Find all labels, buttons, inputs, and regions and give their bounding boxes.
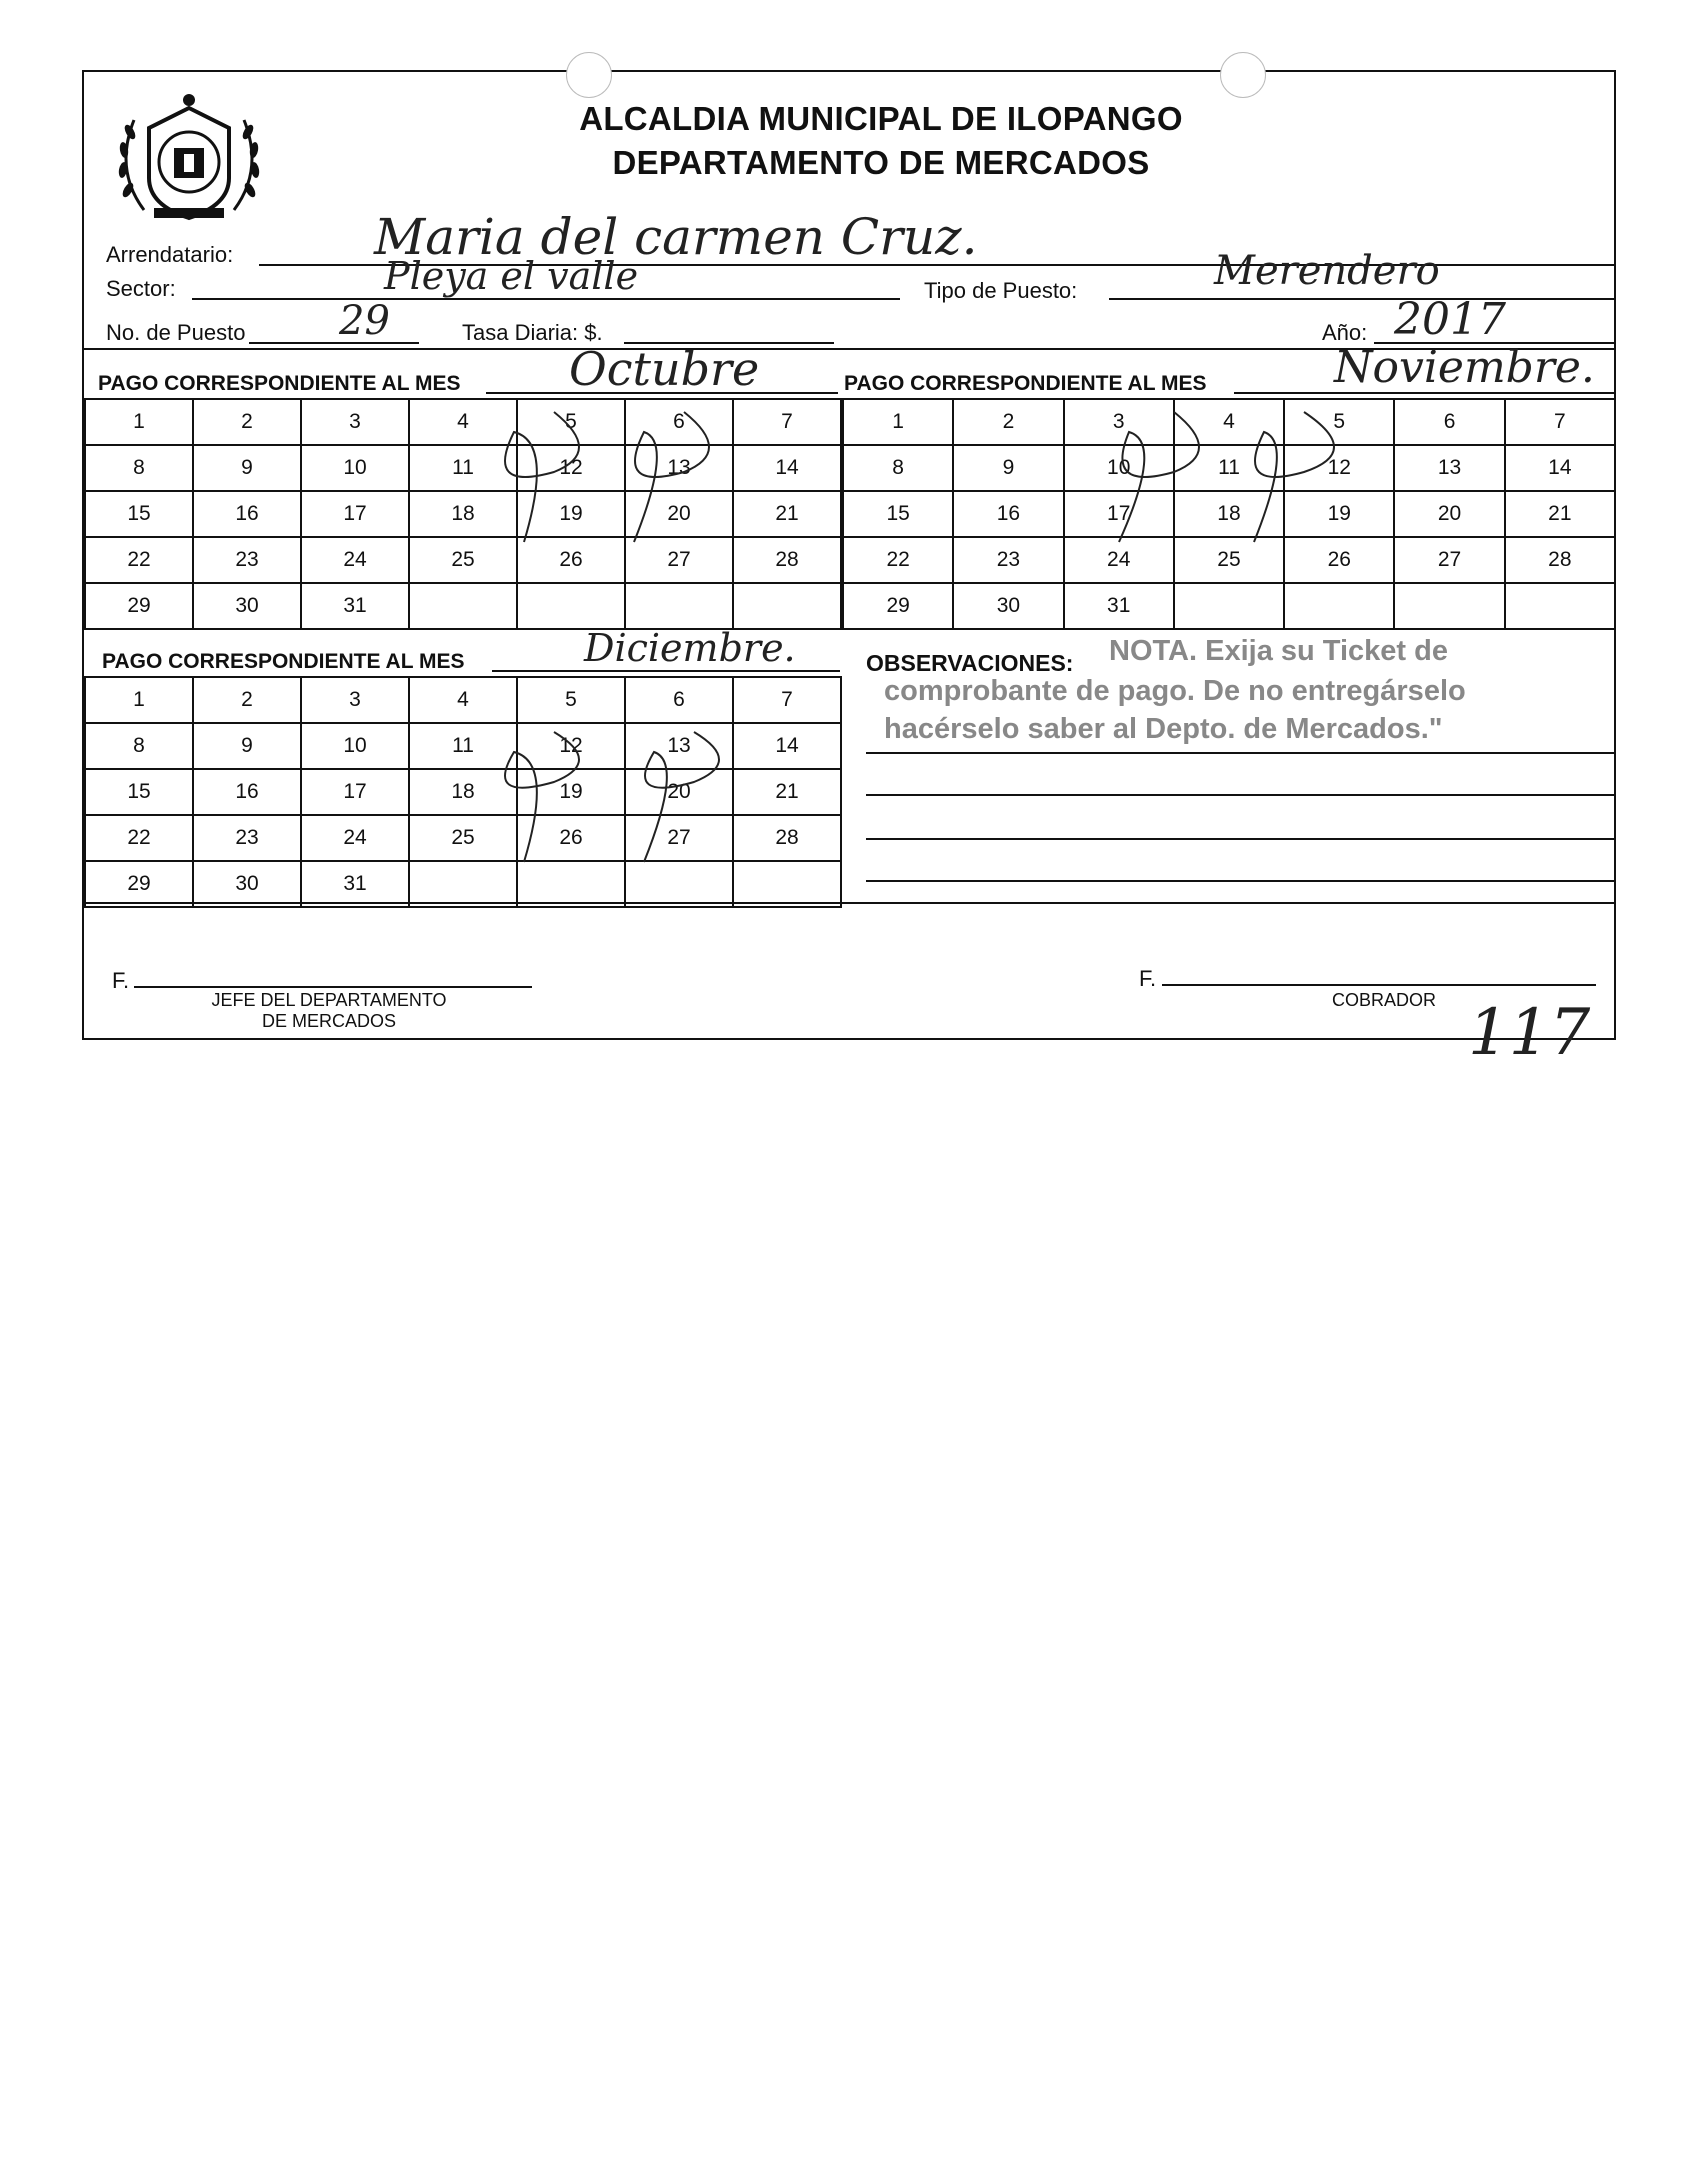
- calendar-day-cell: 20: [625, 769, 733, 815]
- calendar-day-cell: 1: [85, 677, 193, 723]
- month-name-2: Noviembre.: [1334, 342, 1595, 393]
- sector-value: Pleya el valle: [384, 254, 639, 298]
- calendar-day-cell: 10: [1064, 445, 1174, 491]
- sector-label: Sector:: [106, 276, 176, 301]
- calendar-week-row: [85, 815, 841, 861]
- punch-hole: [1220, 52, 1266, 98]
- calendar-day-cell: 23: [953, 537, 1063, 583]
- calendar-day-cell: [409, 861, 517, 907]
- month-label-2: PAGO CORRESPONDIENTE AL MES: [844, 372, 1207, 395]
- calendar-day-cell: 25: [409, 815, 517, 861]
- calendar-day-cell: 25: [409, 537, 517, 583]
- calendar-day-cell: 17: [1064, 491, 1174, 537]
- calendar-week-row: [85, 723, 841, 769]
- calendar-day-cell: 22: [843, 537, 953, 583]
- observaciones-note-2: comprobante de pago. De no entregárselo: [884, 675, 1466, 707]
- calendar-day-cell: 13: [1394, 445, 1504, 491]
- calendar-day-cell: 24: [301, 537, 409, 583]
- calendar-day-cell: 30: [193, 583, 301, 629]
- observaciones-line: [866, 880, 1614, 882]
- calendar-week-row: [85, 677, 841, 723]
- market-payment-card: [82, 70, 1616, 1040]
- calendar-day-cell: 28: [733, 537, 841, 583]
- calendar-day-cell: 10: [301, 723, 409, 769]
- calendar-day-cell: 18: [1174, 491, 1284, 537]
- signature-f-left: F.: [112, 968, 130, 993]
- calendar-week-row: [843, 445, 1615, 491]
- calendar-day-cell: 23: [193, 537, 301, 583]
- calendar-octubre: [84, 398, 842, 630]
- calendar-day-cell: 22: [85, 815, 193, 861]
- tipo-puesto-label: Tipo de Puesto:: [924, 278, 1078, 303]
- observaciones-label: OBSERVACIONES:: [866, 650, 1074, 676]
- sector-line: [192, 298, 900, 300]
- puesto-label: No. de Puesto: [106, 320, 246, 345]
- calendar-day-cell: 15: [85, 491, 193, 537]
- calendar-day-cell: 2: [953, 399, 1063, 445]
- calendar-day-cell: 12: [517, 445, 625, 491]
- calendar-day-cell: 13: [625, 445, 733, 491]
- calendar-day-cell: 11: [1174, 445, 1284, 491]
- calendar-day-cell: 27: [625, 815, 733, 861]
- calendar-day-cell: [733, 583, 841, 629]
- calendar-day-cell: 30: [193, 861, 301, 907]
- calendar-day-cell: 29: [843, 583, 953, 629]
- calendar-day-cell: 3: [1064, 399, 1174, 445]
- calendar-day-cell: 20: [1394, 491, 1504, 537]
- calendar-week-row: [843, 583, 1615, 629]
- calendar-day-cell: [1394, 583, 1504, 629]
- calendar-day-cell: 1: [843, 399, 953, 445]
- calendar-day-cell: 8: [85, 445, 193, 491]
- anio-label: Año:: [1322, 320, 1368, 345]
- month-name-3: Diciembre.: [584, 626, 796, 670]
- calendar-day-cell: 18: [409, 491, 517, 537]
- calendar-diciembre: [84, 676, 842, 908]
- calendar-week-row: [85, 861, 841, 907]
- calendar-day-cell: 7: [1505, 399, 1615, 445]
- calendar-day-cell: 22: [85, 537, 193, 583]
- calendar-day-cell: 14: [733, 445, 841, 491]
- signature-f-right: F.: [1139, 966, 1157, 991]
- calendar-day-cell: [409, 583, 517, 629]
- calendar-week-row: [843, 399, 1615, 445]
- calendar-day-cell: 26: [1284, 537, 1394, 583]
- calendar-day-cell: 6: [625, 677, 733, 723]
- calendar-day-cell: 29: [85, 861, 193, 907]
- calendar-day-cell: [625, 861, 733, 907]
- anio-value: 2017: [1394, 294, 1506, 345]
- calendar-day-cell: 20: [625, 491, 733, 537]
- calendar-day-cell: 12: [517, 723, 625, 769]
- signature-line-left: [134, 986, 532, 988]
- observaciones-line: [866, 838, 1614, 840]
- calendar-noviembre: [842, 398, 1616, 630]
- month-label-1: PAGO CORRESPONDIENTE AL MES: [98, 372, 461, 395]
- calendar-day-cell: 19: [1284, 491, 1394, 537]
- calendar-day-cell: 26: [517, 537, 625, 583]
- calendar-day-cell: 11: [409, 723, 517, 769]
- calendar-day-cell: 16: [193, 491, 301, 537]
- observaciones-note-3: hacérselo saber al Depto. de Mercados.": [884, 713, 1443, 745]
- calendar-day-cell: 31: [1064, 583, 1174, 629]
- calendar-day-cell: 17: [301, 491, 409, 537]
- calendar-week-row: [85, 769, 841, 815]
- calendar-day-cell: 2: [193, 399, 301, 445]
- calendar-day-cell: 4: [409, 677, 517, 723]
- observaciones-note-1: NOTA. Exija su Ticket de: [1109, 635, 1448, 667]
- calendar-day-cell: 8: [85, 723, 193, 769]
- calendar-day-cell: 5: [1284, 399, 1394, 445]
- calendar-day-cell: 27: [1394, 537, 1504, 583]
- cobrador-label: COBRADOR: [1331, 990, 1436, 1010]
- jefe-departamento-label: JEFE DEL DEPARTAMENTO DE MERCADOS: [211, 990, 447, 1031]
- tipo-puesto-value: Merendero: [1214, 248, 1440, 294]
- calendar-week-row: [85, 399, 841, 445]
- calendar-day-cell: 19: [517, 769, 625, 815]
- calendar-day-cell: 31: [301, 861, 409, 907]
- calendar-day-cell: 3: [301, 677, 409, 723]
- calendar-day-cell: 13: [625, 723, 733, 769]
- calendar-week-row: [85, 491, 841, 537]
- calendar-day-cell: 16: [953, 491, 1063, 537]
- calendar-day-cell: 21: [733, 491, 841, 537]
- observaciones-line: [866, 752, 1614, 754]
- calendar-day-cell: 28: [1505, 537, 1615, 583]
- calendar-day-cell: 19: [517, 491, 625, 537]
- calendar-day-cell: 28: [733, 815, 841, 861]
- calendar-day-cell: 9: [193, 445, 301, 491]
- tasa-diaria-label: Tasa Diaria: $.: [462, 320, 603, 345]
- calendar-day-cell: [517, 861, 625, 907]
- calendar-week-row: [85, 445, 841, 491]
- calendar-day-cell: 8: [843, 445, 953, 491]
- calendar-day-cell: 24: [301, 815, 409, 861]
- month-name-1: Octubre: [569, 342, 760, 396]
- punch-hole: [566, 52, 612, 98]
- calendar-day-cell: 6: [625, 399, 733, 445]
- calendar-day-cell: 14: [733, 723, 841, 769]
- observaciones-line: [866, 794, 1614, 796]
- calendar-day-cell: 31: [301, 583, 409, 629]
- calendar-day-cell: 12: [1284, 445, 1394, 491]
- calendar-day-cell: 3: [301, 399, 409, 445]
- calendar-day-cell: 16: [193, 769, 301, 815]
- puesto-value: 29: [339, 298, 390, 344]
- header-subtitle: DEPARTAMENTO DE MERCADOS: [612, 144, 1150, 181]
- calendar-day-cell: 1: [85, 399, 193, 445]
- calendar-day-cell: 10: [301, 445, 409, 491]
- calendar-day-cell: 7: [733, 399, 841, 445]
- signature-line-right: [1162, 984, 1596, 986]
- calendar-day-cell: 11: [409, 445, 517, 491]
- calendar-day-cell: 15: [85, 769, 193, 815]
- calendar-day-cell: 4: [409, 399, 517, 445]
- calendar-day-cell: [733, 861, 841, 907]
- puesto-line: [249, 342, 419, 344]
- calendar-day-cell: 17: [301, 769, 409, 815]
- tipo-puesto-line: [1109, 298, 1614, 300]
- calendar-day-cell: 5: [517, 677, 625, 723]
- calendar-day-cell: 29: [85, 583, 193, 629]
- calendar-day-cell: 15: [843, 491, 953, 537]
- calendar-day-cell: 26: [517, 815, 625, 861]
- calendar-day-cell: 21: [733, 769, 841, 815]
- calendar-day-cell: 23: [193, 815, 301, 861]
- calendar-week-row: [85, 537, 841, 583]
- calendar-day-cell: 9: [193, 723, 301, 769]
- calendar-day-cell: 9: [953, 445, 1063, 491]
- calendar-day-cell: 6: [1394, 399, 1504, 445]
- month-line-3: [492, 670, 840, 672]
- calendar-day-cell: 7: [733, 677, 841, 723]
- signature-divider: [84, 902, 1616, 904]
- header-title: ALCALDIA MUNICIPAL DE ILOPANGO: [579, 100, 1183, 137]
- calendar-day-cell: [517, 583, 625, 629]
- calendar-day-cell: 21: [1505, 491, 1615, 537]
- calendar-day-cell: 5: [517, 399, 625, 445]
- calendar-day-cell: 2: [193, 677, 301, 723]
- calendar-day-cell: 30: [953, 583, 1063, 629]
- month-label-3: PAGO CORRESPONDIENTE AL MES: [102, 650, 465, 673]
- calendar-day-cell: 27: [625, 537, 733, 583]
- calendar-day-cell: [1505, 583, 1615, 629]
- calendar-week-row: [843, 491, 1615, 537]
- arrendatario-value: Maria del carmen Cruz.: [374, 208, 978, 266]
- calendar-day-cell: 25: [1174, 537, 1284, 583]
- calendar-day-cell: 4: [1174, 399, 1284, 445]
- calendar-week-row: [843, 537, 1615, 583]
- calendar-day-cell: [1284, 583, 1394, 629]
- calendar-day-cell: 24: [1064, 537, 1174, 583]
- calendar-day-cell: 14: [1505, 445, 1615, 491]
- calendar-day-cell: [625, 583, 733, 629]
- calendar-week-row: [85, 583, 841, 629]
- calendar-day-cell: 18: [409, 769, 517, 815]
- arrendatario-label: Arrendatario:: [106, 242, 234, 267]
- calendar-day-cell: [1174, 583, 1284, 629]
- corner-number: 117: [1468, 996, 1591, 1070]
